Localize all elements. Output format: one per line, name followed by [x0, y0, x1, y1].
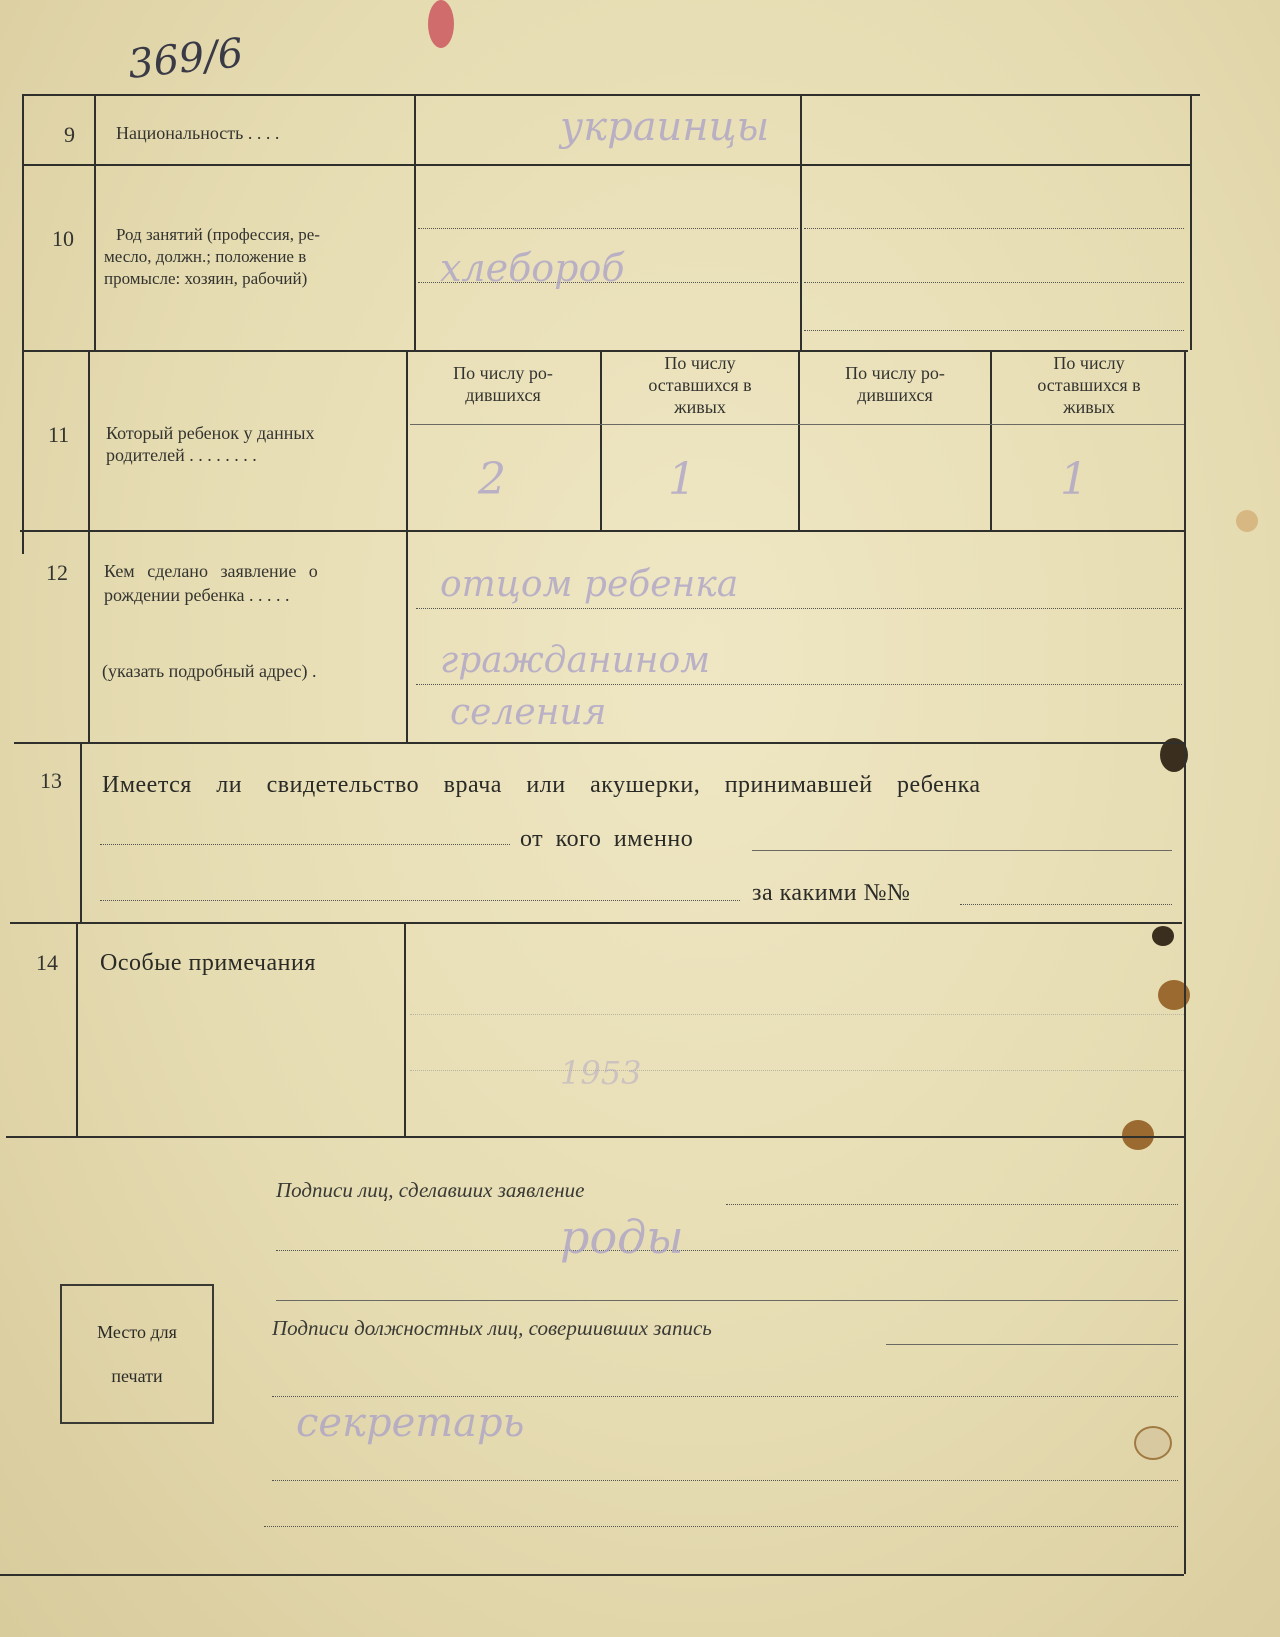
signature-line [272, 1396, 1178, 1397]
row-divider [10, 922, 1182, 924]
signature-line [886, 1344, 1178, 1345]
punch-hole [1122, 1120, 1154, 1150]
table-bottom-border [0, 1574, 1184, 1576]
stain [428, 0, 454, 48]
right-border [1190, 94, 1192, 350]
header-line: дившихся [465, 385, 541, 405]
sub-column-border [600, 350, 602, 530]
label-column-border [406, 350, 408, 742]
row-divider [6, 1136, 1184, 1138]
header-line: По числу ро- [453, 363, 553, 383]
header-divider [410, 424, 1184, 425]
table-top-border [22, 94, 1200, 96]
column-header [802, 362, 988, 406]
header-line: оставшихся в [1037, 375, 1141, 395]
label-column-border [414, 94, 416, 350]
stamp-label: Место для [97, 1322, 177, 1342]
row-label: Особые примечания [100, 950, 316, 976]
header-line: По числу [664, 353, 736, 373]
row-label: Кем сделано заявление о [104, 561, 318, 581]
label-column-border [404, 922, 406, 1136]
row-label: Национальность . . . . [116, 123, 280, 143]
row-number: 14 [36, 950, 58, 975]
row-number: 11 [48, 422, 70, 447]
fill-line [100, 844, 510, 845]
header-line: оставшихся в [648, 375, 752, 395]
fill-line [416, 608, 1182, 609]
signature-line [264, 1526, 1178, 1527]
row-label: родителей . . . . . . . . [106, 445, 257, 465]
row-divider [14, 742, 1184, 744]
row-label: (указать подробный адрес) . [102, 661, 317, 681]
row-number: 10 [52, 226, 74, 251]
handwritten-value: 1 [668, 454, 696, 505]
handwritten-value: 1953 [560, 1054, 642, 1092]
stain [1236, 510, 1258, 532]
fill-line [416, 684, 1182, 685]
row-label: Род занятий (профессия, ре- [116, 225, 320, 244]
row-label: Который ребенок у данных [106, 423, 315, 443]
punch-hole [1152, 926, 1174, 946]
handwritten-value: 2 [478, 454, 506, 505]
row-number: 12 [46, 560, 68, 585]
signature-line [726, 1204, 1178, 1205]
stamp-label: печати [111, 1366, 163, 1386]
fill-line [410, 1014, 1184, 1015]
fill-line [410, 1070, 1184, 1071]
from-whom-label: от кого именно [520, 826, 694, 852]
number-column-border [80, 742, 82, 922]
column-header [604, 352, 796, 418]
middle-column-border [800, 94, 802, 350]
handwritten-value: селения [450, 692, 607, 733]
which-numbers-label: за какими №№ [752, 880, 911, 906]
column-header [410, 362, 596, 406]
archive-number: 369/6 [125, 30, 246, 88]
header-line: живых [1063, 397, 1115, 417]
signature-line [276, 1300, 1178, 1301]
handwritten-value: секретарь [296, 1400, 525, 1446]
right-border [1184, 350, 1186, 1574]
fill-line [960, 904, 1172, 905]
number-column-border [76, 922, 78, 1136]
number-column-border [94, 94, 96, 350]
middle-column-border [798, 350, 800, 530]
left-border [22, 94, 24, 554]
row-label: месло, должн.; положение в [104, 247, 307, 266]
column-header [994, 352, 1184, 418]
row-label: промысле: хозяин, рабочий) [104, 269, 308, 288]
fill-line [100, 900, 740, 901]
fill-line [804, 330, 1184, 331]
officials-signature-label: Подписи должностных лиц, совершивших запись [272, 1316, 712, 1340]
handwritten-value: гражданином [440, 640, 711, 681]
row-number: 9 [64, 122, 75, 147]
fill-line [804, 228, 1184, 229]
row-divider [22, 164, 1190, 166]
applicants-signature-label: Подписи лиц, сделавших заявление [276, 1178, 585, 1202]
fill-line [752, 850, 1172, 851]
stamp-place-box [60, 1284, 214, 1424]
row-divider [20, 530, 1186, 532]
sub-column-border [990, 350, 992, 530]
signature-line [276, 1250, 1178, 1251]
number-column-border [88, 350, 90, 742]
question-text: Имеется ли свидетельство врача или акушерки, принимавшей ребенка [102, 772, 981, 798]
handwritten-value: украинцы [560, 104, 770, 150]
handwritten-value: хлебороб [440, 246, 625, 290]
header-line: По числу [1053, 353, 1125, 373]
row-number: 13 [40, 768, 62, 793]
handwritten-value: отцом ребенка [440, 564, 739, 605]
fill-line [418, 228, 798, 229]
handwritten-value: роды [560, 1210, 684, 1264]
fill-line [804, 282, 1184, 283]
header-line: живых [674, 397, 726, 417]
signature-line [272, 1480, 1178, 1481]
header-line: дившихся [857, 385, 933, 405]
punch-hole [1134, 1426, 1172, 1460]
header-line: По числу ро- [845, 363, 945, 383]
handwritten-value: 1 [1060, 454, 1088, 505]
row-label: рождении ребенка . . . . . [104, 585, 290, 605]
